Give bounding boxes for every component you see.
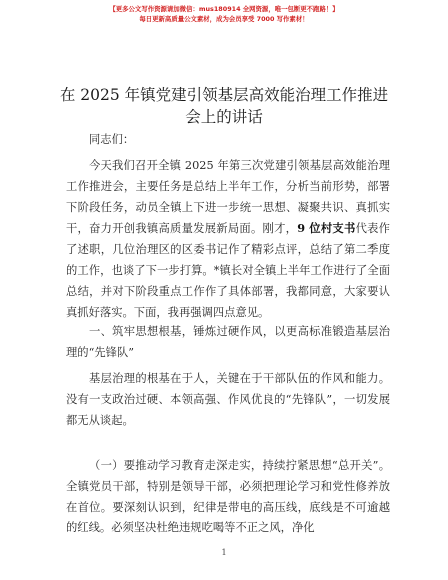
paragraph-intro-highlight: 9 位村支书 <box>297 221 356 236</box>
paragraph-intro-text-1: 今天我们召开全镇 2025 年第三次党建引领基层高效能治理工作推进会，主要任务是总结上半年工作，分析当前形势，部署下阶段任务，动员全镇上下进一步统一思想、凝聚共识、真抓实干，奋力开创我镇高质量发展新局面。刚才， <box>66 159 390 236</box>
paragraph-intro-text-2: 代表作了述职，几位治理区的区委书记作了精彩点评，总结了第二季度的工作，也谈了下一步打算。*镇长对全镇上半年工作进行了全面总结，并对下阶段重点工作作了具体部署，我都同意，大家要认真抓好落实。下面，我再强调四点意见。 <box>66 222 390 319</box>
paragraph-subsection-1: （一）要推动学习教育走深走实，持续拧紧思想“总开关”。全镇党员干部，特别是领导干部，必须把理论学习和党性修养放在首位。要深刻认识到，纪律是带电的高压线，底线是不可逾越的红线。必须坚决杜绝违规吃喝等不正之风，净化 <box>66 459 390 535</box>
document-title: 在 2025 年镇党建引领基层高效能治理工作推进会上的讲话 <box>59 86 389 126</box>
paragraph-intro <box>66 156 390 323</box>
promo-banner-line-1: 【更多公文写作资源请加微信：mus180914 全网资源，唯一包断更不跑路！】 <box>109 5 339 13</box>
paragraph-section-1: 基层治理的根基在于人，关键在于干部队伍的作风和能力。没有一支政治过硬、本领高强、作风优良的“先锋队”，一切发展都无从谈起。 <box>66 372 390 427</box>
section-heading-1: 一、筑牢思想根基，锤炼过硬作风，以更高标准锻造基层治理的“先锋队” <box>66 325 390 359</box>
salutation: 同志们： <box>89 133 135 146</box>
promo-banner-line-2: 每日更新高质量公文素材，成为会员享受 7000 写作素材！ <box>139 15 309 23</box>
promo-banner <box>0 4 448 24</box>
page-number: 1 <box>221 548 227 557</box>
